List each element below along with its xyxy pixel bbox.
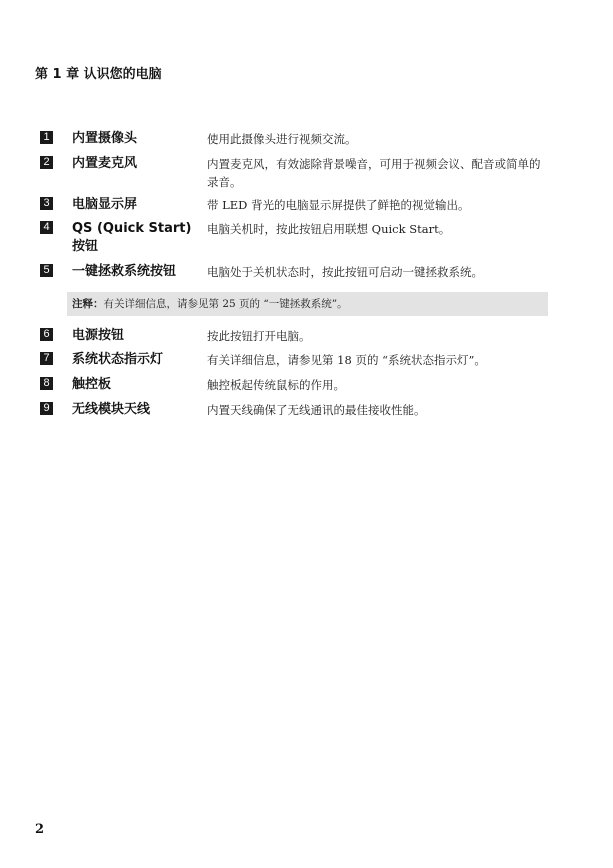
item-label: 触控板 (72, 377, 112, 392)
item-number-badge: 6 (40, 328, 53, 341)
item-description: 使用此摄像头进行视频交流。 (207, 132, 357, 146)
item-label: 内置摄像头 (72, 131, 138, 146)
item-description: 有关详细信息，请参见第 18 页的 “系统状态指示灯”。 (207, 353, 486, 367)
item-number-badge: 4 (40, 221, 53, 234)
page-number: 2 (35, 822, 45, 837)
item-description: 电脑处于关机状态时，按此按钮可启动一键拯救系统。 (207, 265, 483, 279)
item-label: 电脑显示屏 (72, 197, 138, 212)
item-description: 按此按钮打开电脑。 (207, 329, 311, 343)
chapter-title: 第 1 章 认识您的电脑 (35, 67, 162, 82)
item-description: 触控板起传统鼠标的作用。 (207, 378, 345, 392)
item-number-badge: 7 (40, 352, 53, 365)
item-number-badge: 9 (40, 402, 53, 415)
item-number-badge: 2 (40, 156, 53, 169)
item-label: 内置麦克风 (72, 156, 138, 171)
item-number-badge: 5 (40, 264, 53, 277)
item-label: 一键拯救系统按钮 (72, 264, 177, 279)
note-text: 有关详细信息，请参见第 25 页的 “一键拯救系统”。 (103, 298, 348, 310)
note-box (67, 292, 548, 316)
item-description: 内置天线确保了无线通讯的最佳接收性能。 (207, 403, 426, 417)
item-number-badge: 3 (40, 197, 53, 210)
item-label: 无线模块天线 (72, 402, 151, 417)
note-label: 注释： (72, 298, 104, 310)
item-description: 带 LED 背光的电脑显示屏提供了鲜艳的视觉输出。 (207, 198, 470, 212)
item-label: 系统状态指示灯 (72, 352, 164, 367)
item-description: 内置麦克风，有效滤除背景噪音，可用于视频会议、配音或简单的录音。 (207, 157, 541, 189)
item-number-badge: 8 (40, 377, 53, 390)
item-description: 电脑关机时，按此按钮启用联想 Quick Start。 (207, 222, 451, 236)
item-number-badge: 1 (40, 131, 53, 144)
item-label: 电源按钮 (72, 328, 125, 343)
item-label: QS (Quick Start) 按钮 (72, 221, 192, 254)
